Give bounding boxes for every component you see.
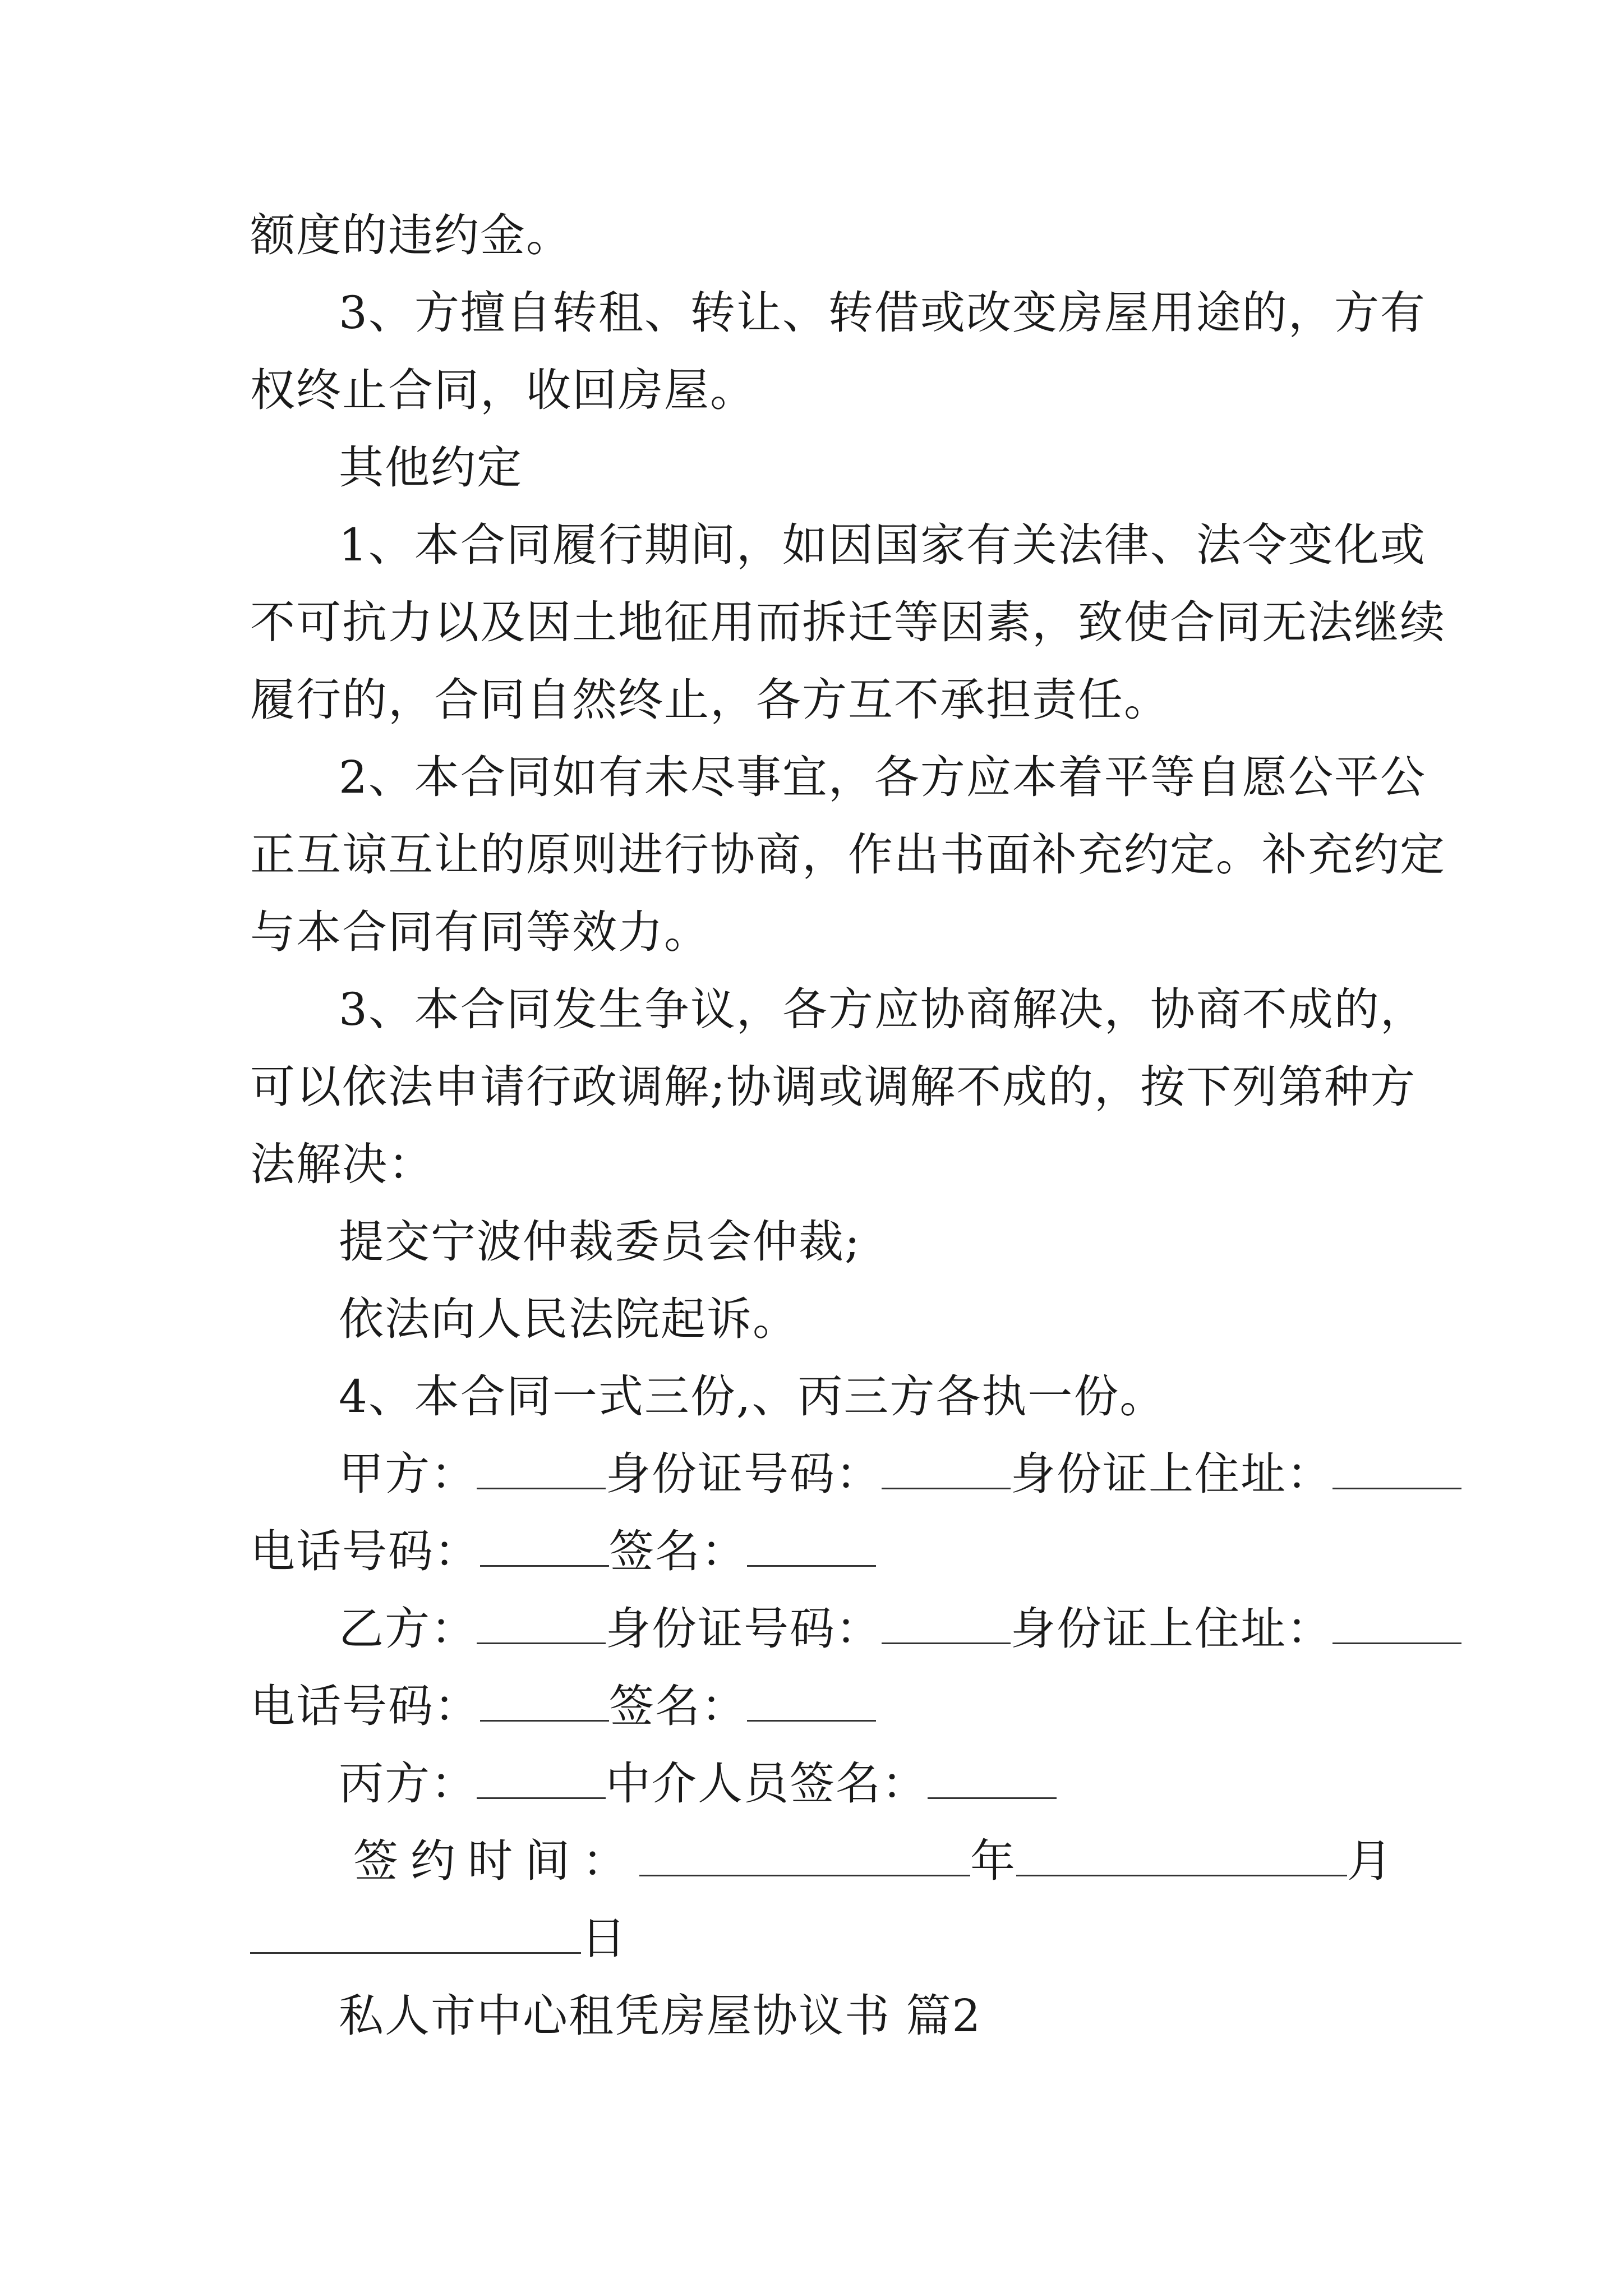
- signing-date-line-1: [353, 1833, 1492, 1889]
- signing-year-unit: 年: [970, 1835, 1016, 1887]
- signing-date-label: 签约时间：: [353, 1835, 639, 1887]
- party-a-phone-label: 电话号码：: [250, 1525, 480, 1577]
- party-b-name-blank: [477, 1603, 606, 1644]
- party-b-address-label: 身份证上住址：: [1011, 1603, 1332, 1655]
- party-b-label: 乙方：: [339, 1603, 477, 1655]
- party-c-line: [339, 1756, 1477, 1812]
- next-section-title: 私人市中心租凭房屋协议书 篇2: [339, 1990, 982, 2042]
- other-clause-3-line-1: 3、本合同发生争议，各方应协商解决，协商不成的，: [339, 983, 1426, 1036]
- other-clause-3-line-2: 可以依法申请行政调解;协调或调解不成的，按下列第种方: [250, 1061, 1416, 1113]
- party-a-phone-blank: [480, 1526, 609, 1567]
- party-a-id-label: 身份证号码：: [606, 1448, 882, 1500]
- party-a-id-blank: [882, 1448, 1011, 1489]
- party-b-id-blank: [882, 1603, 1011, 1644]
- other-clause-1-line-3: 履行的，合同自然终止，各方互不承担责任。: [250, 674, 1170, 726]
- paragraph-line: 额度的违约金。: [250, 209, 572, 261]
- signing-month-unit: 月: [1347, 1835, 1393, 1887]
- party-a-name-blank: [477, 1448, 606, 1489]
- other-clause-4: 4、本合同一式三份,、丙三方各执一份。: [339, 1370, 1166, 1423]
- party-a-sign-blank: [747, 1526, 876, 1567]
- section-heading: 其他约定: [339, 441, 523, 494]
- other-clause-2-line-3: 与本合同有同等效力。: [250, 906, 710, 958]
- other-clause-1-line-2: 不可抗力以及因土地征用而拆迁等因素，致使合同无法继续: [250, 596, 1446, 648]
- signing-month-blank: [1016, 1835, 1347, 1876]
- party-a-line-2: [250, 1524, 1389, 1580]
- party-b-line-2: [250, 1678, 1389, 1734]
- party-c-name-blank: [477, 1758, 606, 1799]
- other-clause-1-line-1: 1、本合同履行期间，如因国家有关法律、法令变化或: [339, 519, 1426, 571]
- party-a-line-1: [339, 1446, 1477, 1502]
- party-b-sign-blank: [747, 1681, 876, 1722]
- party-a-label: 甲方：: [339, 1448, 477, 1500]
- signing-year-blank: [639, 1835, 970, 1876]
- signing-day-unit: 日: [581, 1912, 627, 1964]
- party-a-address-label: 身份证上住址：: [1011, 1448, 1332, 1500]
- party-b-sign-label: 签名：: [609, 1680, 747, 1732]
- party-c-label: 丙方：: [339, 1757, 477, 1810]
- signing-day-blank: [250, 1913, 581, 1954]
- party-b-line-1: [339, 1601, 1477, 1657]
- clause-3-line-2: 权终止合同，收回房屋。: [250, 364, 756, 416]
- party-a-address-blank: [1332, 1448, 1461, 1489]
- party-b-phone-blank: [480, 1681, 609, 1722]
- party-b-address-blank: [1332, 1603, 1461, 1644]
- other-clause-2-line-1: 2、本合同如有未尽事宜，各方应本着平等自愿公平公: [339, 751, 1426, 803]
- clause-3-line-1: 3、方擅自转租、转让、转借或改变房屋用途的，方有: [339, 287, 1426, 339]
- other-clause-3-line-3: 法解决：: [250, 1138, 434, 1190]
- dispute-option-arbitration: 提交宁波仲裁委员会仲裁;: [339, 1216, 861, 1268]
- party-b-id-label: 身份证号码：: [606, 1603, 882, 1655]
- other-clause-2-line-2: 正互谅互让的原则进行协商，作出书面补充约定。补充约定: [250, 829, 1446, 881]
- party-c-agent-blank: [928, 1758, 1057, 1799]
- party-c-agent-label: 中介人员签名：: [606, 1757, 928, 1810]
- party-b-phone-label: 电话号码：: [250, 1680, 480, 1732]
- party-a-sign-label: 签名：: [609, 1525, 747, 1577]
- signing-date-line-2: [250, 1911, 1389, 1967]
- dispute-option-court: 依法向人民法院起诉。: [339, 1293, 799, 1345]
